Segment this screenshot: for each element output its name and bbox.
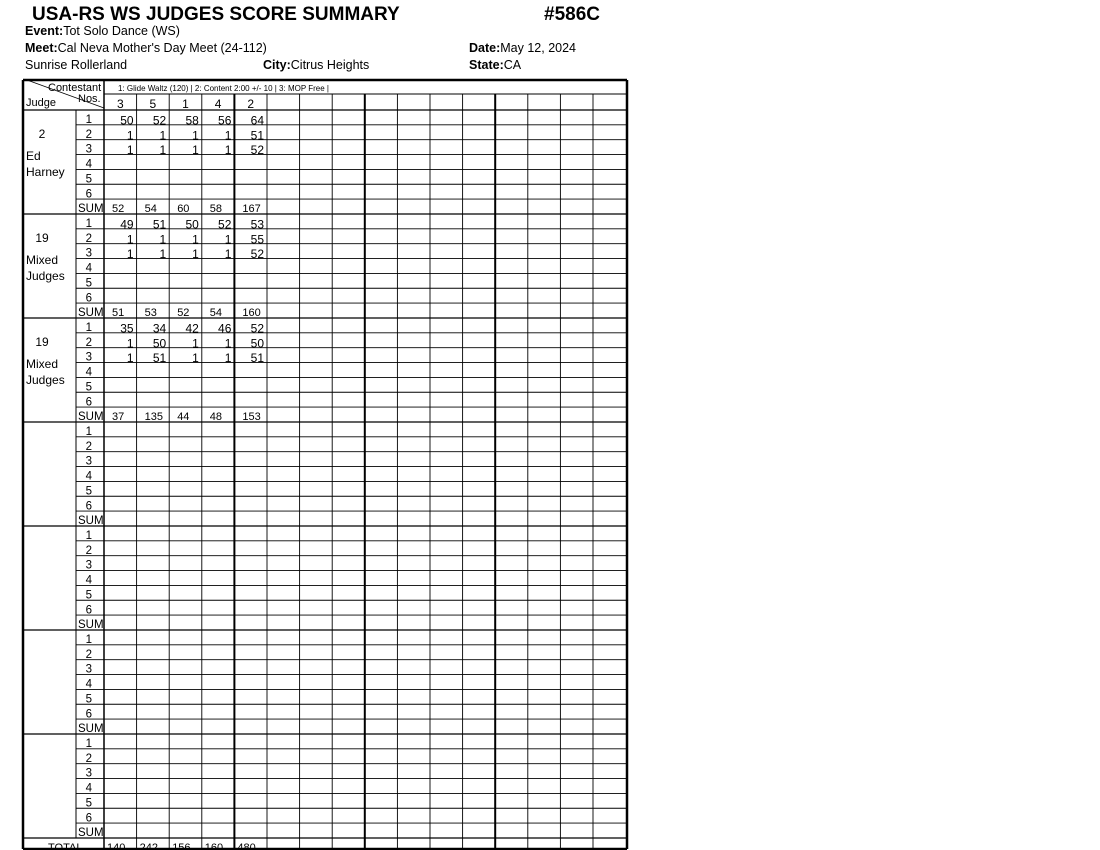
city-label: City:: [263, 58, 291, 72]
row-number: 2: [85, 648, 92, 661]
row-number: 4: [85, 262, 92, 275]
row-number: 2: [85, 544, 92, 557]
sum-label: SUM: [78, 515, 104, 528]
score-cell: 1: [159, 232, 167, 247]
sum-cell: 153: [242, 411, 261, 424]
city-value: Citrus Heights: [290, 58, 370, 72]
contestant-label: Contestant: [48, 82, 102, 94]
row-number: 1: [85, 738, 92, 750]
row-number: 4: [85, 678, 92, 691]
score-cell: 58: [185, 113, 199, 128]
date-value: May 12, 2024: [500, 41, 577, 55]
row-number: 2: [85, 128, 92, 141]
score-cell: 1: [159, 128, 167, 143]
row-number: 6: [85, 604, 92, 617]
judge-name-line: Harney: [26, 165, 65, 179]
sum-cell: 135: [144, 411, 163, 424]
row-number: 1: [85, 634, 92, 646]
score-cell: 1: [159, 143, 167, 158]
row-number: 5: [85, 589, 92, 602]
state-label: State:: [469, 58, 504, 72]
score-cell: 1: [224, 247, 232, 262]
row-number: 2: [85, 752, 92, 765]
score-cell: 1: [159, 247, 167, 262]
row-number: 6: [85, 708, 92, 721]
judge-name-line: Judges: [26, 373, 65, 387]
row-number: 2: [85, 440, 92, 453]
sum-cell: 51: [112, 307, 125, 320]
event-value: Tot Solo Dance (WS): [63, 24, 180, 38]
total-cell: 160: [204, 842, 224, 850]
sum-cell: 167: [242, 203, 261, 216]
score-cell: 52: [250, 143, 264, 158]
score-cell: 1: [126, 247, 134, 262]
date-label: Date:: [469, 41, 501, 55]
score-cell: 34: [152, 321, 167, 336]
score-cell: 1: [192, 247, 199, 262]
meet-value: Cal Neva Mother's Day Meet (24-112): [57, 41, 267, 55]
score-cell: 46: [218, 321, 232, 336]
row-number: 5: [85, 277, 92, 290]
score-cell: 1: [192, 351, 199, 366]
score-cell: 1: [224, 128, 232, 143]
total-cell: 140: [107, 842, 126, 850]
score-cell: 1: [126, 336, 134, 351]
score-cell: 49: [120, 217, 134, 232]
contestant-number: 3: [116, 97, 124, 111]
contestant-number: 2: [247, 97, 255, 111]
sum-label: SUM: [78, 411, 104, 424]
row-number: 1: [85, 322, 92, 334]
sum-cell: 48: [209, 411, 223, 424]
judge-label: Judge: [26, 97, 56, 109]
judge-name-line: Mixed: [26, 253, 59, 267]
meet-label: Meet:: [25, 41, 58, 55]
score-cell: 50: [152, 336, 167, 351]
judge-name-line: Mixed: [26, 357, 59, 371]
sum-cell: 60: [177, 203, 190, 216]
row-number: 5: [85, 485, 92, 498]
row-number: 6: [85, 396, 92, 409]
row-number: 1: [85, 114, 92, 126]
score-cell: 1: [126, 128, 134, 143]
sum-label: SUM: [78, 203, 104, 216]
score-cell: 51: [152, 217, 167, 232]
score-cell: 1: [192, 128, 199, 143]
total-cell: 480: [237, 842, 256, 850]
row-number: 3: [85, 559, 92, 572]
sum-label: SUM: [78, 827, 104, 840]
sum-label: SUM: [78, 619, 104, 632]
score-cell: 51: [250, 351, 264, 366]
score-cell: 35: [120, 321, 134, 336]
score-cell: 51: [152, 351, 167, 366]
row-number: 2: [85, 232, 92, 245]
score-cell: 1: [192, 232, 199, 247]
judge-name-line: Ed: [26, 149, 41, 163]
score-cell: 50: [120, 113, 134, 128]
row-number: 4: [85, 470, 92, 483]
row-number: 4: [85, 366, 92, 379]
row-number: 3: [85, 663, 92, 676]
row-number: 1: [85, 218, 92, 230]
row-number: 5: [85, 381, 92, 394]
score-cell: 1: [224, 336, 232, 351]
sum-cell: 52: [177, 307, 190, 320]
score-cell: 50: [250, 336, 264, 351]
contestant-number: 1: [182, 97, 189, 111]
row-number: 6: [85, 500, 92, 513]
row-number: 1: [85, 426, 92, 438]
score-cell: 64: [250, 113, 264, 128]
row-number: 6: [85, 292, 92, 305]
score-cell: 56: [218, 113, 232, 128]
sum-label: SUM: [78, 307, 104, 320]
score-cell: 52: [218, 217, 232, 232]
row-number: 6: [85, 812, 92, 825]
parts-legend: 1: Glide Waltz (120) | 2: Content 2:00 +/- 10 | 3: MOP Free |: [118, 84, 329, 93]
row-number: 2: [85, 336, 92, 349]
judge-number: 2: [38, 127, 46, 141]
score-cell: 52: [250, 321, 264, 336]
score-cell: 1: [126, 351, 134, 366]
score-cell: 53: [250, 217, 264, 232]
sum-cell: 54: [209, 307, 223, 320]
contestant-number: 5: [149, 97, 157, 111]
judge-number: 19: [35, 231, 49, 245]
row-number: 5: [85, 693, 92, 706]
row-number: 3: [85, 143, 92, 156]
score-cell: 1: [224, 351, 232, 366]
sum-cell: 160: [242, 307, 261, 320]
row-number: 5: [85, 173, 92, 186]
row-number: 4: [85, 782, 92, 795]
sum-cell: 52: [112, 203, 125, 216]
judge-name-line: Judges: [26, 269, 65, 283]
nos-label: Nos.: [78, 93, 101, 105]
score-cell: 42: [185, 321, 199, 336]
row-number: 4: [85, 158, 92, 171]
page-title: USA-RS WS JUDGES SCORE SUMMARY: [32, 4, 400, 25]
total-cell: 156: [172, 842, 191, 850]
row-number: 4: [85, 574, 92, 587]
score-cell: 1: [192, 143, 199, 158]
sum-cell: 54: [144, 203, 157, 216]
score-cell: 1: [224, 232, 232, 247]
score-cell: 1: [126, 143, 134, 158]
sheet-number: #586C: [544, 4, 600, 25]
row-number: 3: [85, 351, 92, 364]
score-cell: 1: [224, 143, 232, 158]
event-label: Event:: [25, 24, 64, 38]
total-label: TOTAL: [48, 842, 83, 850]
sum-cell: 53: [144, 307, 157, 320]
score-cell: 55: [250, 232, 264, 247]
sum-cell: 44: [177, 411, 190, 424]
row-number: 5: [85, 797, 92, 810]
state-value: CA: [503, 58, 522, 72]
total-cell: 242: [139, 842, 158, 850]
row-number: 3: [85, 455, 92, 468]
score-cell: 1: [126, 232, 134, 247]
score-cell: 52: [250, 247, 264, 262]
row-number: 6: [85, 188, 92, 201]
score-cell: 52: [152, 113, 167, 128]
judge-number: 19: [35, 335, 49, 349]
score-cell: 51: [250, 128, 264, 143]
row-number: 1: [85, 530, 92, 542]
score-cell: 50: [185, 217, 199, 232]
row-number: 3: [85, 767, 92, 780]
score-cell: 1: [192, 336, 199, 351]
sum-cell: 37: [112, 411, 125, 424]
sum-label: SUM: [78, 723, 104, 736]
rink-name: Sunrise Rollerland: [25, 58, 128, 72]
sum-cell: 58: [209, 203, 223, 216]
contestant-number: 4: [214, 97, 222, 111]
row-number: 3: [85, 247, 92, 260]
